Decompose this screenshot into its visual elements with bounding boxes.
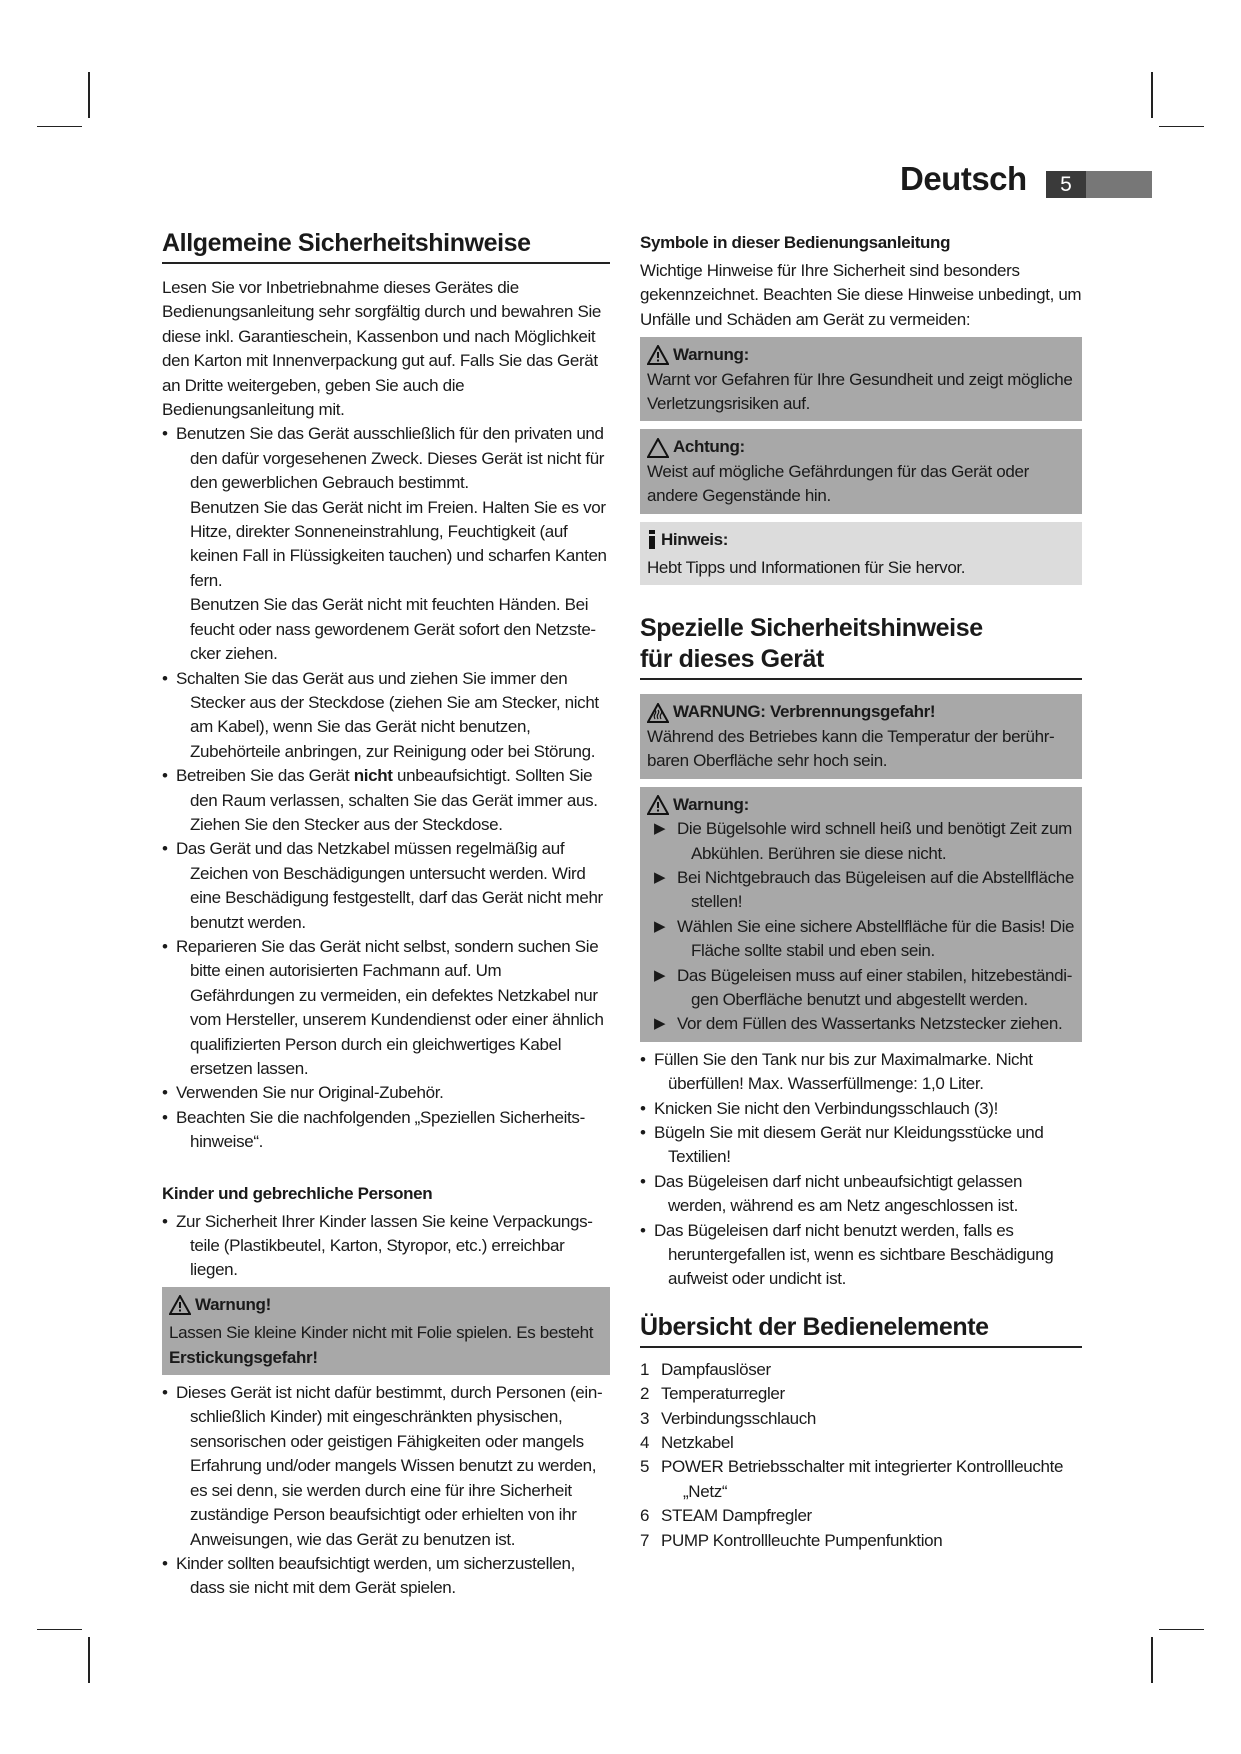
crop-mark [1159,1629,1204,1630]
children-bullet-list [162,1210,610,1283]
page-number: 5 [1046,171,1086,198]
symbol-caution-text: Weist auf mögliche Gefährdungen für das Gerät oder andere Gegenstände hin. [647,461,1029,506]
intro-paragraph: Lesen Sie vor Inbetriebnahme dieses Gerätes die Bedienungsanleitung sehr sorgfältig durch und bewahren Sie diese inkl. Garantieschein, Kassenbon und nach Möglichkeit den Karton mit Innenverpackung gut auf. Falls Sie das Gerät an Dritte weitergeben, geben Sie auch die Bedienungsanleitung mit. [162,278,602,420]
warning-box-text: Lassen Sie kleine Kinder nicht mit Folie spielen. Es besteht [169,1323,594,1343]
crop-mark [1151,1637,1153,1683]
section-heading-controls: Übersicht der Bedienelemente [640,1312,1082,1348]
symbol-note-text: Hebt Tipps und Informationen für Sie hervor. [647,558,966,578]
list-item: 3 Verbindungsschlauch [640,1408,816,1428]
list-item: • Bügeln Sie mit diesem Gerät nur Kleidungsstücke und Textilien! [640,1121,1082,1170]
symbol-warning-box [640,337,1082,421]
symbol-warning-text: Warnt vor Gefahren für Ihre Gesundheit und zeigt mögliche Verletzungsrisiken auf. [647,369,1073,414]
list-item: 7 PUMP Kontrollleuchte Pumpenfunktion [640,1530,943,1550]
warning-triangle-icon [647,795,669,815]
list-item: 4 Netzkabel [640,1433,734,1453]
list-item: 5 POWER Betriebsschalter mit integrierter Kontrollleuchte „Netz“ [640,1457,1064,1501]
crop-mark [37,126,82,127]
children-bullet-list-2 [162,1381,610,1601]
list-item: • Das Bügeleisen darf nicht benutzt werden, falls es heruntergefallen ist, wenn es sichtbare Beschädigung aufweist oder undicht ist. [640,1219,1082,1292]
list-item: • Das Bügeleisen darf nicht unbeaufsichtigt gelassen werden, während es am Netz angeschlossen ist. [640,1170,1082,1219]
list-item: 6 STEAM Dampfregler [640,1506,812,1526]
crop-mark [1159,126,1204,127]
section-heading-special-safety: Spezielle Sicherheitshinweise für dieses Gerät [640,613,1082,680]
warning-triangle-icon [169,1295,191,1315]
crop-mark [1151,72,1153,118]
warning-triangle-icon [647,345,669,365]
symbol-note-box [640,522,1082,586]
list-item: ▶ Vor dem Füllen des Wassertanks Netzstecker ziehen. [647,1012,1075,1036]
controls-list [640,1358,1082,1553]
crop-mark [88,72,90,118]
list-item: 2 Temperaturregler [640,1384,785,1404]
list-item: • Kinder sollten beaufsichtigt werden, um sicherzustellen, dass sie nicht mit dem Gerät spielen. [162,1552,610,1601]
left-column [162,228,610,1601]
header-bar [1086,171,1152,198]
warning-box-title: Warnung! [169,1293,603,1317]
symbol-caution-title: Achtung: [673,437,745,457]
iron-warning-title: Warnung: [673,794,749,814]
list-item: • Füllen Sie den Tank nur bis zur Maximalmarke. Nicht überfüllen! Max. Wasserfüllmenge: 1,0 Liter. [640,1048,1082,1097]
subheading-children: Kinder und gebrechliche Personen [162,1183,433,1203]
list-item: • Verwenden Sie nur Original-Zubehör. [162,1081,610,1105]
list-item: ▶ Das Bügeleisen muss auf einer stabilen, hitzebeständigen Oberfläche benutzt und abgestellt werden. [647,964,1075,1013]
list-item: • Betreiben Sie das Gerät nicht unbeaufsichtigt. Sollten Sie den Raum verlassen, schalten Sie das Gerät immer aus. Ziehen Sie den Stecker aus der Steckdose. [162,764,610,837]
page-language: Deutsch [900,160,1027,197]
caution-triangle-icon [647,438,669,458]
warning-box-suffocation [162,1287,610,1375]
right-column [640,231,1082,1553]
section-heading-general-safety: Allgemeine Sicherheitshinweise [162,228,610,264]
list-item: • Knicken Sie nicht den Verbindungsschlauch (3)! [640,1097,1082,1121]
symbol-note-title: Hinweis: [661,529,729,549]
list-item: 1 Dampfauslöser [640,1359,771,1379]
list-item: • Zur Sicherheit Ihrer Kinder lassen Sie keine Verpackungsteile (Plastikbeutel, Karton, Styropor, etc.) erreichbar liegen. [162,1210,610,1283]
burn-warning-text: Während des Betriebes kann die Temperatur der berührbaren Oberfläche sehr hoch sein. [647,726,1055,771]
subheading-symbols: Symbole in dieser Bedienungsanleitung [640,233,951,252]
special-bullet-list [640,1048,1082,1292]
burn-warning-title: WARNUNG: Verbrennungsgefahr! [673,702,936,722]
symbols-intro: Wichtige Hinweise für Ihre Sicherheit sind besonders gekennzeichnet. Beachten Sie diese Hinweise unbedingt, um Unfälle und Schäden am Gerät zu vermeiden: [640,261,1082,329]
symbol-warning-title: Warnung: [673,345,749,365]
list-item: • Reparieren Sie das Gerät nicht selbst, sondern suchen Sie bitte einen autorisierten Fachmann auf. Um Gefährdungen zu vermeiden, ein defektes Netzkabel nur vom Hersteller, unserem Kundendienst oder einer ähnlich qualifizierten Person durch ein gleichwertiges Kabel ersetzen lassen. [162,935,610,1081]
list-item: • Schalten Sie das Gerät aus und ziehen Sie immer den Stecker aus der Steckdose (ziehen Sie am Stecker, nicht am Kabel), wenn Sie das Gerät nicht benutzen, Zubehörteile anbringen, zur Reinigung oder bei Störung. [162,667,610,765]
burn-warning-box [640,694,1082,778]
hot-surface-icon [647,703,669,723]
list-item: • Dieses Gerät ist nicht dafür bestimmt, durch Personen (einschließlich Kinder) mit eingeschränkten physischen, sensorischen oder geistigen Fähigkeiten oder mangels Erfahrung und/oder mangels Wissen benutzt zu werden, es sei denn, sie werden durch eine für ihre Sicherheit zuständige Person beaufsichtigt oder erhielten von ihr Anweisungen, wie das Gerät zu benutzen ist. [162,1381,610,1552]
warning-box-bold-text: Erstickungsgefahr! [169,1347,318,1367]
iron-warning-box [640,787,1082,1042]
info-icon [647,530,657,549]
list-item: ▶ Wählen Sie eine sichere Abstellfläche für die Basis! Die Fläche sollte stabil und eben sein. [647,915,1075,964]
safety-bullet-list [162,422,610,1154]
list-item: • Benutzen Sie das Gerät ausschließlich für den privaten und den dafür vorgesehenen Zweck. Dieses Gerät ist nicht für den gewerblichen Gebrauch bestimmt. Benutzen Sie das Gerät nicht im Freien. Halten Sie es vor Hitze, direkter Sonneneinstrahlung, Feuchtigkeit (auf keinen Fall in Flüssigkeiten tauchen) und scharfen Kanten fern. Benutzen Sie das Gerät nicht mit feuchten Händen. Bei feucht oder nass gewordenem Gerät sofort den Netzstecker ziehen. [162,422,610,666]
symbol-caution-box [640,429,1082,513]
list-item: ▶ Bei Nichtgebrauch das Bügeleisen auf die Abstellfläche stellen! [647,866,1075,915]
list-item: ▶ Die Bügelsohle wird schnell heiß und benötigt Zeit zum Abkühlen. Berühren sie diese nicht. [647,817,1075,866]
list-item: • Das Gerät und das Netzkabel müssen regelmäßig auf Zeichen von Beschädigungen untersucht werden. Wird eine Beschädigung festgestellt, darf das Gerät nicht mehr benutzt werden. [162,837,610,935]
crop-mark [37,1629,82,1630]
iron-warning-list [647,817,1075,1037]
crop-mark [88,1637,90,1683]
list-item: • Beachten Sie die nachfolgenden „Speziellen Sicherheitshinweise“. [162,1106,610,1155]
